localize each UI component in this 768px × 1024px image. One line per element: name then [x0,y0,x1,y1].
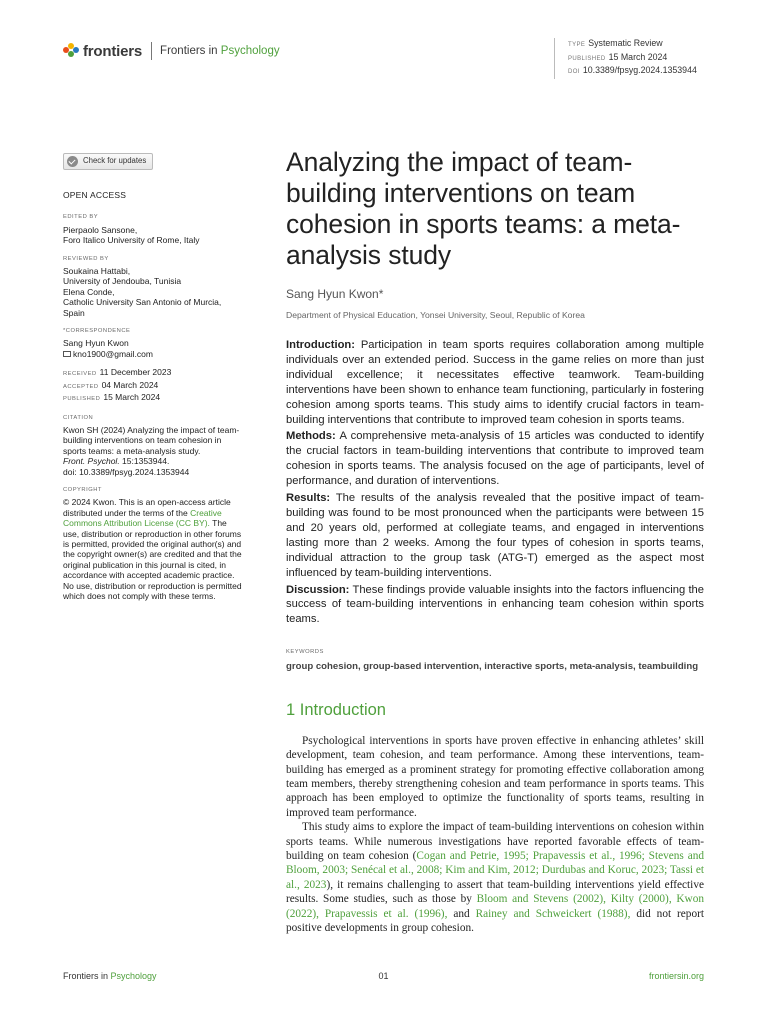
reviewer-affiliation: Catholic University San Antonio of Murcia, Spain [63,297,222,318]
published-value: 15 March 2024 [103,392,161,403]
abstract-text: The results of the analysis revealed that the positive impact of team-building was found to be most pronounced when the participants were between 15 and 20 years old, performed at collegiate teams, and engaged in interventions lasting more than 2 weeks. Among the four types of cohesion in sports teams, individual attraction to the group task (ATG-T) emerged as the aspect most influenced by team-building interventions. [286,492,704,579]
reviewer-affiliation: University of Jendouba, Tunisia [63,276,182,287]
accepted-date [63,380,243,392]
paragraph: Psychological interventions in sports have proven effective in enhancing athletes’ skill development, team cohesion, and team performance. Among these interventions, team-building has emerged as a prominent strategy for promoting effective collaboration among team members, thereby strengthening cohesion and team performance in sports teams. This approach has been employed to optimize the functionality of sports teams, resulting in improved team performance. [286,734,704,819]
correspondent-name: Sang Hyun Kwon [63,338,129,349]
doi-label: DOI [568,69,580,75]
editor-name: Pierpaolo Sansone, [63,224,138,235]
email-text[interactable]: kno1900@gmail.com [73,348,153,359]
correspondent-email[interactable] [63,349,243,359]
abstract-discussion [286,583,704,628]
envelope-icon [63,351,71,357]
published-date [568,52,697,66]
abstract-heading: Methods: [286,430,336,443]
article-type [568,38,697,52]
edited-by-label: EDITED BY [63,214,99,221]
keywords-label: KEYWORDS [286,649,324,656]
frontiers-logo-icon [63,43,79,59]
published-date [63,392,243,404]
text-run: ), it remains challenging to assert that team-building interventions yield effective results. Some studies, such as those by [286,878,704,906]
page-number: 01 [378,971,389,981]
abstract-text: These findings provide valuable insights into the factors influencing the success of team-building interventions in enhancing team cohesion within sports teams. [286,583,704,626]
article-title: Analyzing the impact of team-building interventions on team cohesion in sports teams: a meta-analysis study [286,147,681,270]
copyright-label: COPYRIGHT [63,486,102,493]
abstract-introduction [286,338,704,427]
article-meta-box [554,38,697,79]
received-date [63,367,243,379]
author-affiliation: Department of Physical Education, Yonsei University, Seoul, Republic of Korea [286,310,585,320]
editor-affiliation: Foro Italico University of Rome, Italy [63,235,200,246]
author-name[interactable]: Sang Hyun Kwon* [286,287,384,301]
brand-name: frontiers [83,42,143,60]
accepted-label: ACCEPTED [63,383,99,390]
citation-label: CITATION [63,414,94,421]
received-label: RECEIVED [63,371,97,378]
citation-text: Kwon SH (2024) Analyzing the impact of team-building interventions on team cohesion in sports teams: a meta-analysis study. [63,424,240,456]
abstract-heading: Introduction: [286,339,355,351]
header-divider [151,42,152,60]
type-value: Systematic Review [588,38,663,48]
type-label: TYPE [568,42,586,48]
copyright-pre: © 2024 Kwon. This is an open-access article distributed under the terms of the [63,497,231,518]
citation-link[interactable]: Rainey and Schweickert (1988), [475,907,631,920]
text-run: did not report positive developments in group cohesion. [286,907,705,934]
checkmark-icon [67,156,78,167]
citation-doi[interactable]: doi: 10.3389/fpsyg.2024.1353944 [63,466,190,477]
accepted-value: 04 March 2024 [101,379,159,390]
check-updates-label: Check for updates [83,156,147,166]
abstract-text: Participation in team sports requires collaboration among multiple individuals over an extended period. Success in the game relies on more than just individual excellence; it necessitates effective teamwork. Team-building interventions have been shown to enhance team functioning, particularly in fostering cohesion among sports teams. This study aims to identify crucial factors in team-building interventions that contribute to improved team cohesion in sports teams. [286,339,704,426]
frontiers-logo[interactable] [63,42,280,60]
citation-volume: 15:1353944. [119,456,170,467]
published-label: PUBLISHED [63,396,101,403]
footer-journal-prefix: Frontiers in [63,971,109,981]
abstract-methods [286,429,704,489]
citation-journal: Front. Psychol. [63,456,120,467]
abstract [286,338,704,627]
license-link[interactable]: Creative Commons Attribution License (CC BY). [63,507,222,529]
abstract-results [286,491,704,580]
keywords-list: group cohesion, group-based intervention, interactive sports, meta-analysis, teambuilding [286,661,699,673]
received-value: 11 December 2023 [99,367,172,378]
article-info-sidebar [63,153,243,601]
abstract-heading: Discussion: [286,583,350,596]
open-access-label: OPEN ACCESS [63,190,127,200]
text-run: and [447,907,476,920]
reviewed-by-label: REVIEWED BY [63,255,109,262]
published-label: PUBLISHED [568,55,606,62]
section-heading: 1 Introduction [286,700,386,719]
text-run: This study aims to explore the impact of team-building interventions on cohesion within sports teams. While numerous investigations have reported favorable effects of team-building on team cohesion ( [286,821,704,862]
journal-name[interactable] [160,45,280,57]
copyright-text [63,497,243,601]
citation-source [63,456,243,466]
abstract-heading: Results: [286,492,331,505]
footer-site-link[interactable]: frontiersin.org [648,971,704,981]
reviewer-name: Soukaina Hattabi, [63,266,131,277]
reviewer-name: Elena Conde, [63,286,115,297]
check-for-updates-button[interactable] [63,153,153,170]
footer-journal-name: Psychology [110,971,157,981]
correspondence-label: *CORRESPONDENCE [63,328,131,335]
paragraph [286,820,704,935]
copyright-post: The use, distribution or reproduction in other forums is permitted, provided the original author(s) and the copyright owner(s) are credited and that the original publication in this journal is cited, in accordance with accepted academic practice. No use, distribution or reproduction is permitted which does not comply with these terms. [63,518,242,601]
citation-link[interactable]: Bloom and Stevens (2002), Kilty (2000), Kwon (2022), Prapavessis et al. (1996), [286,893,704,920]
article-main [286,147,704,935]
published-value: 15 March 2024 [608,51,668,62]
journal-prefix: Frontiers in [160,45,218,57]
article-dates [63,367,243,404]
doi[interactable] [568,65,697,79]
journal-title: Psychology [220,45,280,57]
citation-link[interactable]: Cogan and Petrie, 1995; Prapavessis et al., 1996; Stevens and Bloom, 2003; Senécal et al., 2008; Kim and Kim, 2012; Durdubas and Koruc, 2023; Tassi et al., 2023 [286,849,705,891]
body-text [286,734,704,936]
doi-value[interactable]: 10.3389/fpsyg.2024.1353944 [582,65,697,75]
abstract-text: A comprehensive meta-analysis of 15 articles was conducted to identify the crucial factors in team-building interventions that contribute to improved team cohesion in sports teams. The analysis focused on the age of participants, level of performance, and duration of interventions. [286,430,704,488]
